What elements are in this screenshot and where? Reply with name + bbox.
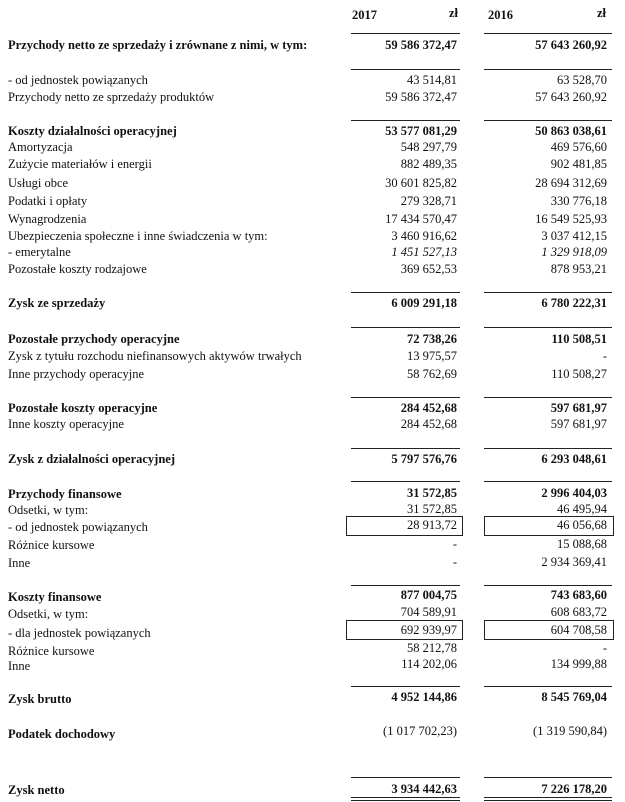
row-value-2017: 13 975,57 (407, 349, 457, 363)
rule (351, 292, 460, 293)
row-value-2017: 877 004,75 (400, 588, 457, 602)
row-value-2016: 597 681,97 (550, 417, 607, 431)
rule (484, 69, 612, 70)
rule (484, 120, 612, 121)
currency-2017-header: zł (449, 6, 459, 20)
row-label: Odsetki, w tym: (8, 503, 89, 517)
row-value-2017: 28 913,72 (407, 518, 457, 532)
row-value-2016: 330 776,18 (550, 194, 607, 208)
row-value-2017: 369 652,53 (400, 262, 457, 276)
row-label: Wynagrodzenia (8, 212, 87, 226)
row-value-2017: 72 738,26 (407, 332, 457, 346)
row-value-2017: 882 489,35 (400, 157, 457, 171)
row-value-2017: 3 934 442,63 (391, 782, 457, 796)
row-value-2017: 692 939,97 (400, 623, 457, 637)
rule (351, 800, 460, 801)
row-label: Koszty działalności operacyjnej (8, 124, 177, 138)
row-value-2017: 59 586 372,47 (385, 38, 457, 52)
row-value-2017: 279 328,71 (400, 194, 457, 208)
row-value-2016: 28 694 312,69 (535, 176, 607, 190)
row-label: Ubezpieczenia społeczne i inne świadczenia w tym: (8, 229, 268, 243)
row-value-2016: 597 681,97 (550, 401, 607, 415)
row-label: Pozostałe koszty rodzajowe (8, 262, 147, 276)
rule (351, 33, 460, 34)
row-label: Zysk z działalności operacyjnej (8, 452, 176, 466)
row-label: - od jednostek powiązanych (8, 520, 148, 534)
row-value-2016: 63 528,70 (557, 73, 607, 87)
row-value-2017: 17 434 570,47 (385, 212, 457, 226)
row-value-2017: 43 514,81 (407, 73, 457, 87)
row-label: Zysk netto (8, 783, 65, 797)
row-value-2016: 110 508,27 (551, 367, 607, 381)
rule (484, 397, 612, 398)
row-label: Inne koszty operacyjne (8, 417, 124, 431)
row-value-2016: 8 545 769,04 (541, 690, 607, 704)
row-label: Przychody netto ze sprzedaży i zrównane z nimi, w tym: (8, 38, 308, 52)
row-value-2016: 2 996 404,03 (541, 486, 607, 500)
row-label: Odsetki, w tym: (8, 607, 89, 621)
row-label: Zysk brutto (8, 692, 72, 706)
rule (351, 448, 460, 449)
row-label: Różnice kursowe (8, 538, 95, 552)
row-value-2016: (1 319 590,84) (533, 724, 607, 738)
row-value-2016: 46 056,68 (557, 518, 607, 532)
rule (484, 686, 612, 687)
row-label: Inne (8, 659, 31, 673)
row-value-2016: 7 226 178,20 (541, 782, 607, 796)
rule (351, 777, 460, 778)
row-value-2016: 110 508,51 (551, 332, 607, 346)
rule (351, 686, 460, 687)
rule (484, 327, 612, 328)
rule (484, 777, 612, 778)
rule (351, 585, 460, 586)
row-value-2016: 3 037 412,15 (541, 229, 607, 243)
row-value-2017: 3 460 916,62 (391, 229, 457, 243)
rule (351, 120, 460, 121)
row-value-2017: 284 452,68 (400, 401, 457, 415)
row-label: Koszty finansowe (8, 590, 102, 604)
rule (484, 800, 612, 801)
row-label: - od jednostek powiązanych (8, 73, 148, 87)
row-label: - dla jednostek powiązanych (8, 626, 151, 640)
row-label: - emerytalne (8, 245, 71, 259)
row-value-2016: 878 953,21 (550, 262, 607, 276)
row-value-2017: 58 212,78 (407, 641, 457, 655)
row-label: Zysk z tytułu rozchodu niefinansowych aktywów trwałych (8, 349, 302, 363)
row-label: Amortyzacja (8, 140, 73, 154)
row-label: Pozostałe koszty operacyjne (8, 401, 158, 415)
rule (351, 397, 460, 398)
row-label: Inne przychody operacyjne (8, 367, 145, 381)
row-value-2017: 59 586 372,47 (385, 90, 457, 104)
row-value-2016: 6 780 222,31 (541, 296, 607, 310)
row-label: Przychody netto ze sprzedaży produktów (8, 90, 215, 104)
rule (484, 797, 612, 798)
row-value-2016: 50 863 038,61 (535, 124, 607, 138)
row-value-2017: 53 577 081,29 (385, 124, 457, 138)
year-2016-header: 2016 (488, 8, 513, 22)
row-value-2017: 31 572,85 (407, 486, 457, 500)
row-value-2017: 6 009 291,18 (391, 296, 457, 310)
row-label: Pozostałe przychody operacyjne (8, 332, 180, 346)
rule (351, 797, 460, 798)
row-value-2016: 16 549 525,93 (535, 212, 607, 226)
row-value-2016: 743 683,60 (550, 588, 607, 602)
row-value-2017: 548 297,79 (400, 140, 457, 154)
row-value-2016: 57 643 260,92 (535, 38, 607, 52)
row-value-2016: 134 999,88 (550, 657, 607, 671)
row-value-2017: 31 572,85 (407, 502, 457, 516)
row-label: Przychody finansowe (8, 487, 122, 501)
row-value-2017: 114 202,06 (401, 657, 457, 671)
row-value-2017: 1 451 527,13 (391, 245, 457, 259)
row-value-2016: 604 708,58 (550, 623, 607, 637)
currency-2016-header: zł (597, 6, 607, 20)
row-label: Inne (8, 556, 31, 570)
row-label: Usługi obce (8, 176, 69, 190)
rule (484, 292, 612, 293)
row-value-2016: 57 643 260,92 (535, 90, 607, 104)
row-label: Podatki i opłaty (8, 194, 88, 208)
rule (484, 585, 612, 586)
rule (484, 481, 612, 482)
rule (351, 327, 460, 328)
rule (484, 33, 612, 34)
row-value-2017: (1 017 702,23) (383, 724, 457, 738)
row-label: Podatek dochodowy (8, 727, 116, 741)
row-value-2016: 608 683,72 (550, 605, 607, 619)
row-value-2017: 5 797 576,76 (391, 452, 457, 466)
rule (351, 481, 460, 482)
row-value-2017: 30 601 825,82 (385, 176, 457, 190)
row-value-2017: 58 762,69 (407, 367, 457, 381)
row-value-2017: 284 452,68 (400, 417, 457, 431)
row-value-2016: 2 934 369,41 (541, 555, 607, 569)
row-value-2016: 902 481,85 (550, 157, 607, 171)
row-value-2017: - (452, 537, 457, 551)
row-value-2017: 704 589,91 (400, 605, 457, 619)
year-2017-header: 2017 (352, 8, 377, 22)
row-value-2016: - (602, 641, 607, 655)
row-value-2016: 469 576,60 (550, 140, 607, 154)
row-value-2016: 1 329 918,09 (541, 245, 607, 259)
row-value-2016: 15 088,68 (557, 537, 607, 551)
rule (351, 69, 460, 70)
row-value-2017: - (452, 555, 457, 569)
row-value-2016: 46 495,94 (557, 502, 607, 516)
row-label: Różnice kursowe (8, 644, 95, 658)
row-label: Zużycie materiałów i energii (8, 157, 152, 171)
row-value-2016: - (602, 349, 607, 363)
row-label: Zysk ze sprzedaży (8, 296, 106, 310)
row-value-2017: 4 952 144,86 (391, 690, 457, 704)
rule (484, 448, 612, 449)
row-value-2016: 6 293 048,61 (541, 452, 607, 466)
